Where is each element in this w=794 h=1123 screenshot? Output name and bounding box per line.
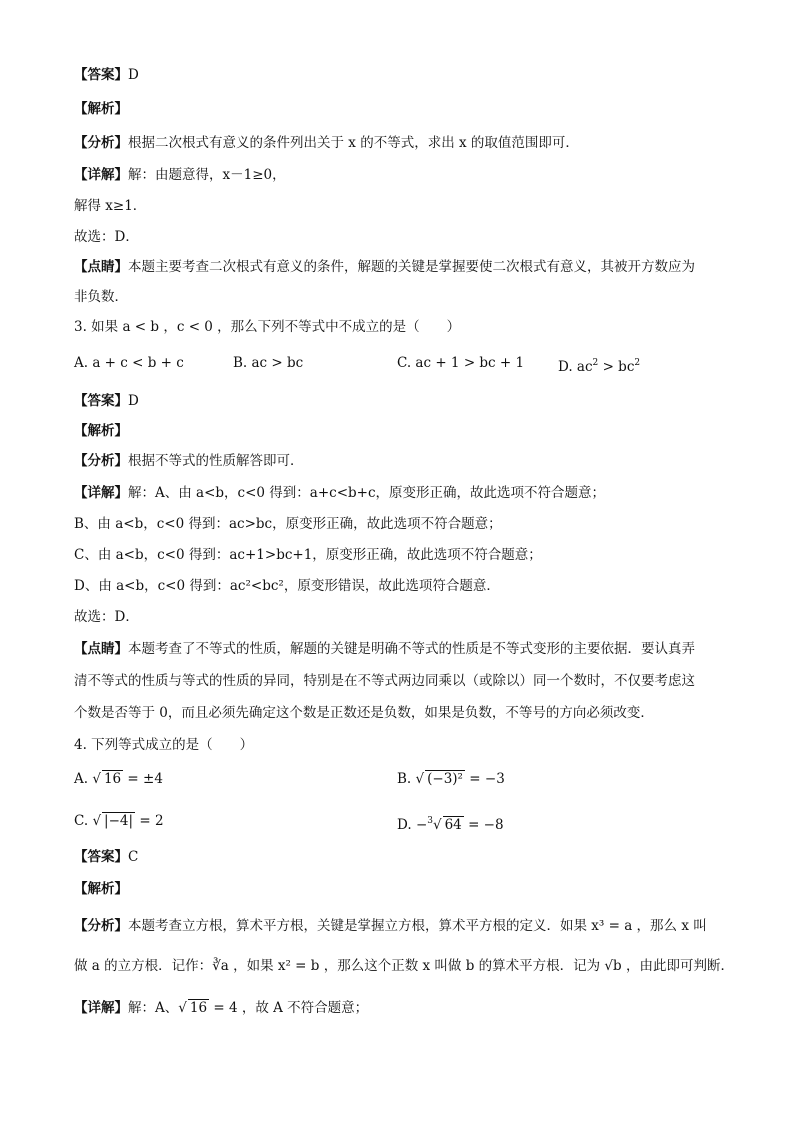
q4-b-rest: = −3 (464, 771, 505, 787)
comment-tag: 【点睛】 (74, 641, 128, 657)
q3-d-part1: D. ac (558, 359, 593, 375)
choose-line-1: 故选：D． (74, 229, 139, 245)
q4-d-minus: − (415, 817, 428, 833)
analysis-text: 根据不等式的性质解答即可． (128, 453, 304, 469)
comment-tag: 【点睛】 (74, 259, 128, 275)
answer-line-2 (74, 392, 139, 410)
answer-tag: 【答案】 (74, 67, 128, 83)
analysis-line-3 (74, 917, 707, 935)
detail-line-d: D、由 a<b，c<0 得到：ac²<bc²，原变形错误，故此选项符合题意． (74, 578, 500, 594)
q4-option-d (397, 812, 504, 834)
analysis-line-1 (74, 134, 579, 152)
q3-d-part2: > bc (598, 359, 635, 375)
q4-option-b (397, 770, 505, 788)
detail-rest: = 4 ，故 A 不符合题意； (209, 1000, 369, 1016)
q4-d-label: D. (397, 817, 412, 833)
q3-option-c: C. ac + 1 > bc + 1 (397, 355, 525, 371)
answer-tag: 【答案】 (74, 393, 128, 409)
detail-tag: 【详解】 (74, 167, 128, 183)
answer-line-1 (74, 66, 139, 84)
q4-a-radicand: 16 (103, 771, 122, 787)
q4-a-label: A. (74, 771, 89, 787)
analysis-text: 本题考查立方根，算术平方根，关键是掌握立方根，算术平方根的定义．如果 x³ = a ，那么 x 叫 (128, 918, 707, 934)
q4-c-radicand: |−4| (104, 813, 134, 829)
q3-option-d (558, 354, 640, 376)
detail-pre: 解：A、 (128, 1000, 179, 1016)
q3-option-a: A. a + c < b + c (74, 355, 184, 371)
q4-b-radicand: (−3)² (427, 771, 463, 787)
detail-tag: 【详解】 (74, 485, 128, 501)
analysis-tag: 【分析】 (74, 135, 128, 151)
q4-d-radicand: 64 (444, 817, 462, 833)
q4-c-rest: = 2 (135, 813, 164, 829)
question-4: 4. 下列等式成立的是（ ） (74, 737, 254, 753)
choose-line-2: 故选：D． (74, 609, 139, 625)
detail-tag: 【详解】 (74, 1000, 128, 1016)
q4-c-label: C. (74, 813, 89, 829)
comment-line-2b: 清不等式的性质与等式的性质的异同，特别是在不等式两边同乘以（或除以）同一个数时，不仅要考虑这 (74, 673, 695, 689)
answer-text: D (128, 67, 139, 83)
detail-text: 解：由题意得，x－1≥0， (128, 167, 286, 183)
detail-line-3 (74, 999, 368, 1017)
comment-line-1 (74, 258, 695, 276)
sqrt-icon: √ (178, 1000, 187, 1016)
q3-option-b: B. ac > bc (233, 355, 304, 371)
detail-line-2 (74, 484, 605, 502)
analysis-heading-3: 【解析】 (74, 881, 128, 897)
analysis-line-2 (74, 452, 304, 470)
analysis-text: 根据二次根式有意义的条件列出关于 x 的不等式，求出 x 的取值范围即可． (128, 135, 579, 151)
q4-d-rest: = −8 (463, 817, 504, 833)
analysis-heading-1: 【解析】 (74, 101, 128, 117)
answer-line-3 (74, 848, 138, 866)
sqrt-icon: √ (92, 813, 102, 829)
sqrt-icon: √ (415, 771, 425, 787)
detail-line-b: B、由 a<b，c<0 得到：ac>bc，原变形正确，故此选项不符合题意； (74, 516, 502, 532)
sqrt-icon: √ (92, 771, 101, 787)
analysis-line-3b: 做 a 的立方根．记作：∛a ，如果 x² = b ，那么这个正数 x 叫做 b 的算术平方根．记为 √b ，由此即可判断． (74, 958, 734, 974)
q4-option-a (74, 770, 163, 788)
q3-d-sup2: 2 (634, 358, 641, 368)
answer-text: C (128, 849, 139, 865)
comment-line-2 (74, 640, 695, 658)
detail-line-1 (74, 166, 286, 184)
detail-text: 解：A、由 a<b，c<0 得到：a+c<b+c，原变形正确，故此选项不符合题意； (128, 485, 606, 501)
analysis-tag: 【分析】 (74, 918, 128, 934)
answer-text: D (128, 393, 139, 409)
analysis-heading-2: 【解析】 (74, 423, 128, 439)
comment-text: 本题考查了不等式的性质，解题的关键是明确不等式的性质是不等式变形的主要依据．要认真弄 (128, 641, 695, 657)
detail-line-c: C、由 a<b，c<0 得到：ac+1>bc+1，原变形正确，故此选项不符合题意； (74, 547, 542, 563)
question-3: 3. 如果 a < b ，c < 0 ，那么下列不等式中不成立的是（ ） (74, 319, 461, 335)
q4-option-c (74, 812, 164, 830)
comment-line-2c: 个数是否等于 0，而且必须先确定这个数是正数还是负数，如果是负数，不等号的方向必须改变． (74, 705, 654, 721)
solve-line: 解得 x≥1． (74, 198, 147, 214)
q4-b-label: B. (397, 771, 412, 787)
answer-tag: 【答案】 (74, 849, 128, 865)
detail-radicand: 16 (189, 1000, 208, 1016)
analysis-tag: 【分析】 (74, 453, 128, 469)
q4-a-rest: = ±4 (123, 771, 163, 787)
q3-d-sup1: 2 (592, 358, 599, 368)
comment-text: 本题主要考查二次根式有意义的条件，解题的关键是掌握要使二次根式有意义，其被开方数应为 (128, 259, 695, 275)
q4-d-index: 3 (427, 816, 433, 826)
sqrt-icon: √ (432, 817, 442, 833)
comment-line-1b: 非负数． (74, 289, 128, 305)
